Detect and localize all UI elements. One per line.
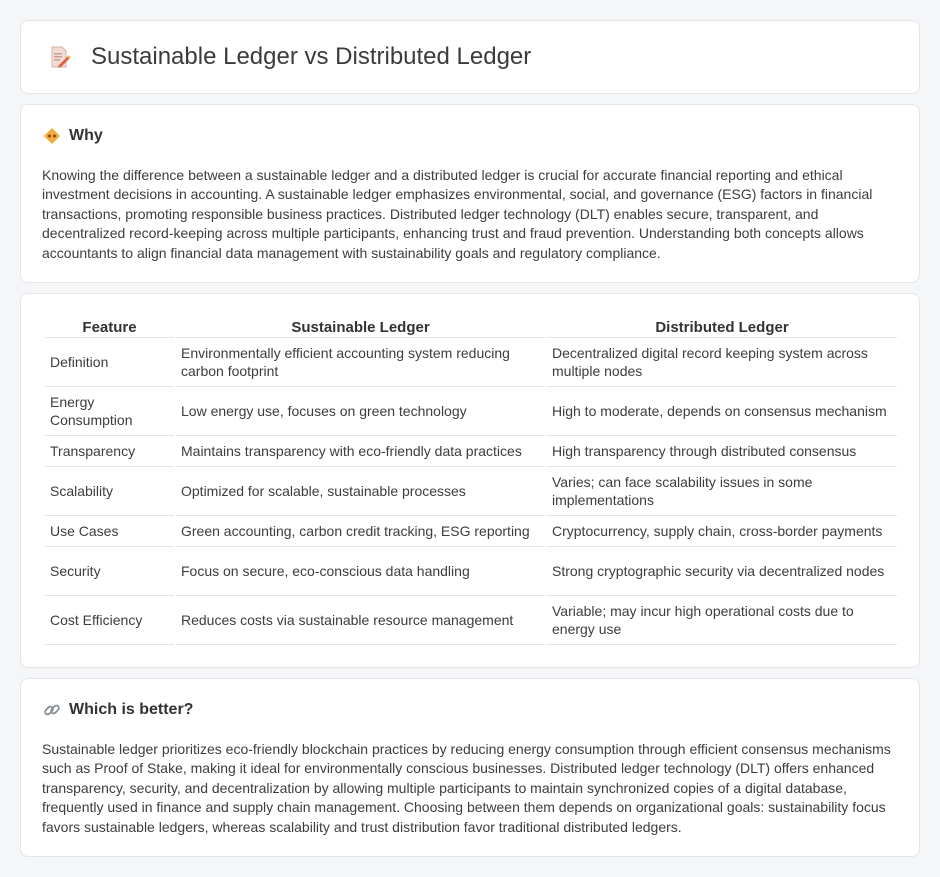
feature-cell: Cost Efficiency [45, 596, 174, 645]
distributed-cell: Variable; may incur high operational costs due to energy use [547, 596, 897, 645]
table-row [45, 387, 897, 436]
which-is-better-section [20, 678, 920, 857]
link-icon [43, 701, 61, 719]
distributed-cell: Cryptocurrency, supply chain, cross-border payments [547, 516, 897, 547]
sustainable-cell: Reduces costs via sustainable resource management [176, 596, 545, 645]
why-title: Why [69, 127, 103, 144]
header-feature: Feature [45, 316, 174, 338]
distributed-cell: High transparency through distributed consensus [547, 436, 897, 467]
why-header [43, 127, 103, 145]
why-text: Knowing the difference between a sustainable ledger and a distributed ledger is crucial for accurate financial reporting and ethical investment decisions in accounting. A sustainable ledger emphasizes environmental, social, and governance (ESG) factors in financial transactions, promoting responsible business practices. Distributed ledger technology (DLT) enables secure, transparent, and decentralized record-keeping across multiple participants, enhancing trust and fraud prevention. Understanding both concepts allows accountants to align financial data management with sustainability goals and regulatory compliance. [42, 167, 873, 261]
feature-cell: Energy Consumption [45, 387, 174, 436]
distributed-cell: Decentralized digital record keeping system across multiple nodes [547, 338, 897, 387]
better-text: Sustainable ledger prioritizes eco-friendly blockchain practices by reducing energy consumption through efficient consensus mechanisms such as Proof of Stake, making it ideal for environmentally conscious businesses. Distributed ledger technology (DLT) offers enhanced transparency, security, and decentralization by allowing multiple participants to maintain synchronized copies of a digital database, frequently used in finance and supply chain management. Choosing between them depends on organizational goals: sustainability focus favors sustainable ledgers, whereas scalability and trust distribution favor traditional distributed ledgers. [42, 741, 891, 835]
title-row [21, 21, 919, 93]
header-distributed-ledger: Distributed Ledger [547, 316, 897, 338]
diamond-sign-icon [43, 127, 61, 145]
title-card [20, 20, 920, 94]
better-header [43, 701, 193, 719]
sustainable-cell: Maintains transparency with eco-friendly data practices [176, 436, 545, 467]
table-row [45, 467, 897, 516]
sustainable-cell: Environmentally efficient accounting system reducing carbon footprint [176, 338, 545, 387]
distributed-cell: High to moderate, depends on consensus mechanism [547, 387, 897, 436]
feature-cell: Scalability [45, 467, 174, 516]
table-row [45, 516, 897, 547]
distributed-cell: Varies; can face scalability issues in some implementations [547, 467, 897, 516]
sustainable-cell: Focus on secure, eco-conscious data handling [176, 547, 545, 596]
better-title: Which is better? [69, 701, 194, 718]
table-header-row [45, 316, 897, 338]
comparison-table [43, 316, 899, 645]
page-title: Sustainable Ledger vs Distributed Ledger [91, 43, 532, 70]
table-row [45, 547, 897, 596]
feature-cell: Security [45, 547, 174, 596]
sustainable-cell: Optimized for scalable, sustainable processes [176, 467, 545, 516]
sustainable-cell: Low energy use, focuses on green technology [176, 387, 545, 436]
distributed-cell: Strong cryptographic security via decentralized nodes [547, 547, 897, 596]
feature-cell: Use Cases [45, 516, 174, 547]
table-row [45, 596, 897, 645]
header-sustainable-ledger: Sustainable Ledger [176, 316, 545, 338]
comparison-table-card [20, 293, 920, 668]
why-section [20, 104, 920, 283]
sustainable-cell: Green accounting, carbon credit tracking, ESG reporting [176, 516, 545, 547]
table-row [45, 436, 897, 467]
document-pencil-icon [47, 45, 71, 69]
feature-cell: Transparency [45, 436, 174, 467]
table-row [45, 338, 897, 387]
feature-cell: Definition [45, 338, 174, 387]
